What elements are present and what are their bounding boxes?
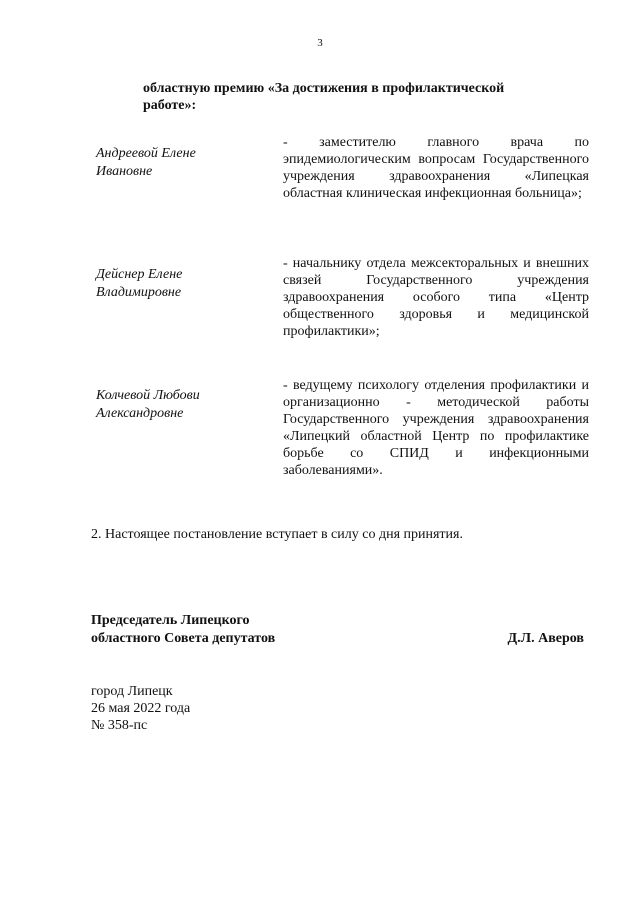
awardee-3-role: - ведущему психологу отделения профилактики и организационно - методической работы Государственного учреждения здравоохранения «Липецкий областной Центр по профилактике борьбе со СПИД и инфекционными заболеваниями». [283, 378, 589, 478]
awardee-2-role: - начальнику отдела межсекторальных и внешних связей Государственного учреждения здравоохранения особого типа «Центр общественного здоровья и медицинской профилактики»; [283, 256, 589, 339]
awardee-1-name-line-1: Андреевой Елене [96, 146, 196, 161]
signatory-title [91, 612, 391, 648]
signatory-title-line-1: Председатель Липецкого [91, 613, 250, 628]
awardee-1-name [96, 145, 256, 181]
city-line: город Липецк [91, 684, 173, 699]
awardee-3-name-line-1: Колчевой Любови [96, 388, 200, 403]
place-and-date [91, 683, 391, 734]
clause-2: 2. Настоящее постановление вступает в силу со дня принятия. [91, 527, 463, 542]
heading-line-2: работе»: [143, 98, 197, 113]
awardee-3-name-line-2: Александровне [96, 406, 184, 421]
awardee-1-role: - заместителю главного врача по эпидемиологическим вопросам Государственного учреждения здравоохранения «Липецкая областная клиническая инфекционная больница»; [283, 135, 589, 201]
awardee-3-name [96, 387, 256, 423]
awardee-2-name-line-2: Владимировне [96, 285, 182, 300]
awardee-2-name [96, 266, 256, 302]
signatory-title-line-2: областного Совета депутатов [91, 631, 276, 646]
document-number: № 358-пс [91, 718, 148, 733]
page-number: 3 [317, 37, 323, 49]
signatory-name: Д.Л. Аверов [507, 631, 584, 646]
awardee-2-name-line-1: Дейснер Елене [96, 267, 183, 282]
awardee-1-name-line-2: Ивановне [96, 164, 153, 179]
heading-line-1: областную премию «За достижения в профилактической [143, 81, 505, 96]
date-line: 26 мая 2022 года [91, 701, 191, 716]
award-heading [143, 80, 589, 114]
